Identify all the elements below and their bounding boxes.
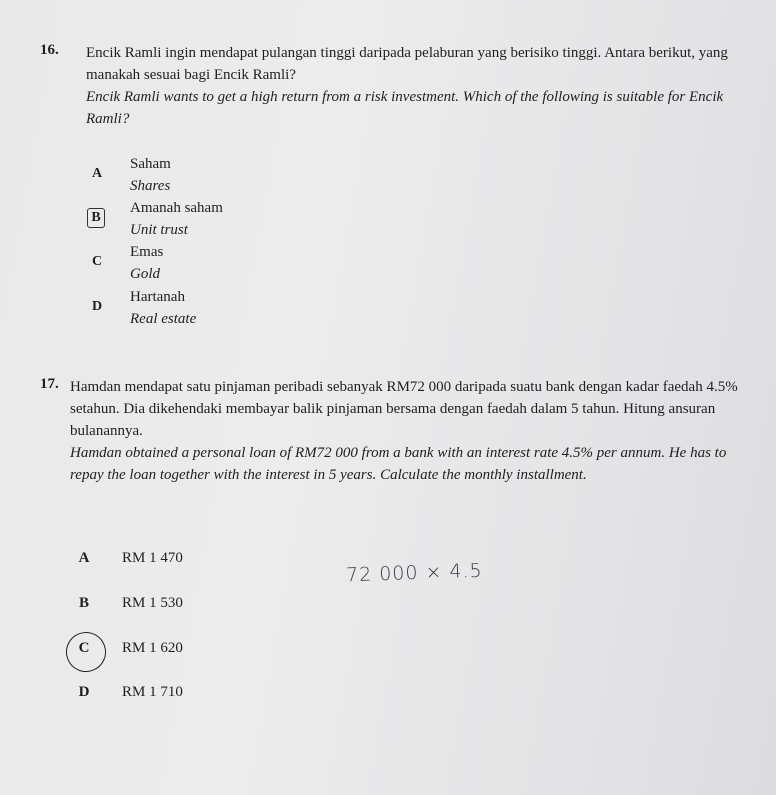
- q16-option-d[interactable]: [88, 289, 388, 333]
- option-text-malay: Amanah saham: [130, 200, 223, 216]
- option-text-english: Gold: [130, 266, 160, 282]
- question-number: 16.: [40, 42, 59, 58]
- question-text: [86, 42, 752, 130]
- question-number: 17.: [40, 376, 59, 392]
- option-letter: A: [78, 550, 90, 566]
- option-letter: C: [91, 254, 103, 269]
- question-text-english: Hamdan obtained a personal loan of RM72 000 from a bank with an interest rate 4.5% per annum. He has to repay the loan together with the interest in 5 years. Calculate the monthly installment.: [70, 445, 727, 483]
- option-text-malay: Emas: [130, 244, 164, 260]
- option-letter: D: [91, 299, 103, 314]
- option-text-english: Real estate: [130, 311, 197, 327]
- option-text-malay: Hartanah: [130, 289, 185, 305]
- option-letter: C: [78, 640, 90, 656]
- q17-option-a[interactable]: [74, 550, 374, 574]
- q16-option-b[interactable]: [88, 200, 388, 244]
- option-letter: D: [78, 684, 90, 700]
- option-value: RM 1 470: [122, 550, 183, 566]
- option-letter: B: [87, 208, 105, 228]
- question-text: [70, 376, 752, 486]
- q17-option-b[interactable]: [74, 595, 374, 619]
- option-letter: A: [91, 166, 103, 181]
- option-text-malay: Saham: [130, 156, 171, 172]
- option-text-english: Shares: [130, 178, 171, 194]
- option-value: RM 1 620: [122, 640, 183, 656]
- option-text-english: Unit trust: [130, 222, 188, 238]
- question-text-malay: Encik Ramli ingin mendapat pulangan tinggi daripada pelaburan yang berisiko tinggi. Antara berikut, yang manakah sesuai bagi Encik Ramli?: [86, 45, 728, 83]
- q17-option-d[interactable]: [74, 684, 374, 708]
- question-text-english: Encik Ramli wants to get a high return from a risk investment. Which of the following is suitable for Encik Ramli?: [86, 89, 724, 127]
- option-letter: B: [78, 595, 89, 611]
- handwritten-calculation: 72 000 × 4.5: [345, 559, 484, 587]
- option-value: RM 1 530: [122, 595, 183, 611]
- question-text-malay: Hamdan mendapat satu pinjaman peribadi sebanyak RM72 000 daripada suatu bank dengan kadar faedah 4.5% setahun. Dia dikehendaki membayar balik pinjaman bersama dengan faedah dalam 5 tahun. Hitung ansuran bulanannya.: [70, 379, 738, 439]
- q16-option-c[interactable]: [88, 244, 388, 288]
- q16-option-a[interactable]: [88, 156, 388, 200]
- option-value: RM 1 710: [122, 684, 183, 700]
- q17-option-c[interactable]: [74, 640, 374, 664]
